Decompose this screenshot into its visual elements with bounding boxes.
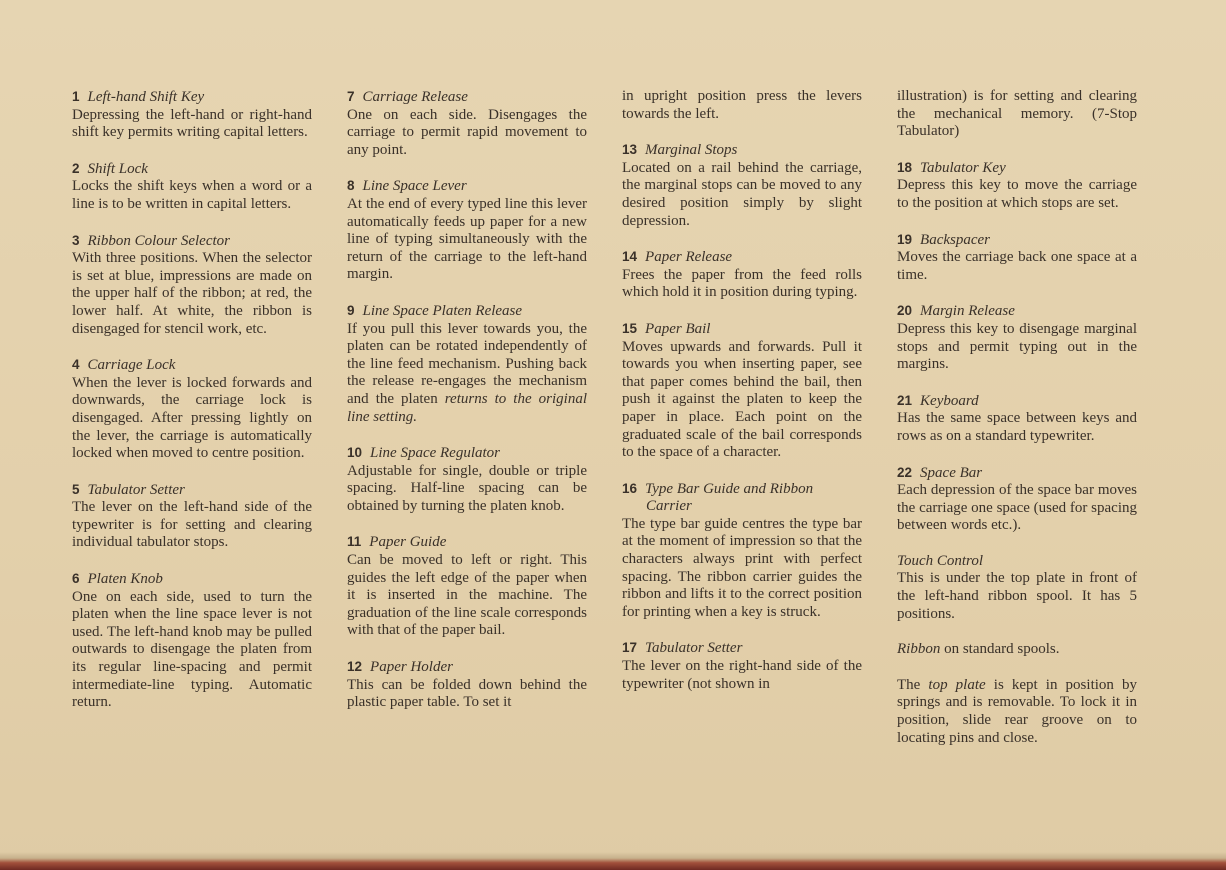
entry-text: This is under the top plate in front of the left-hand ribbon spool. It has 5 positions. bbox=[897, 570, 1137, 622]
top-plate-note-text: is kept in position by springs and is removable. To lock it in position, slide rear groove on to locating pins and close. bbox=[897, 676, 1137, 746]
entry-number: 1 bbox=[72, 89, 80, 104]
entry-text: Moves the carriage back one space at a time. bbox=[897, 249, 1137, 283]
entry-tabulator-key bbox=[897, 159, 1137, 213]
ribbon-note bbox=[897, 641, 1137, 659]
entry-backspacer bbox=[897, 231, 1137, 285]
entry-type-bar-guide bbox=[622, 480, 862, 622]
entry-title: Paper Bail bbox=[645, 320, 711, 337]
entry-title: Line Space Platen Release bbox=[362, 302, 523, 319]
entry-space-bar bbox=[897, 464, 1137, 535]
entry-shift-lock bbox=[72, 160, 312, 214]
entry-text: Moves upwards and forwards. Pull it towards you when inserting paper, see that paper comes behind the bail, then push it against the platen to keep the paper in place. Each point on the graduated scale of the bail corresponds to the space of a character. bbox=[622, 338, 862, 461]
entry-title: Carriage Release bbox=[362, 89, 468, 105]
entry-carriage-release bbox=[347, 88, 587, 159]
entry-title: Backspacer bbox=[920, 231, 990, 248]
entry-title: Tabulator Setter bbox=[645, 640, 743, 657]
entry-title: Space Bar bbox=[920, 464, 983, 481]
entry-number: 20 bbox=[897, 303, 913, 319]
entry-text: Depressing the left-hand or right-hand shift key permits writing capital letters. bbox=[72, 106, 312, 141]
entry-platen-knob bbox=[72, 570, 312, 712]
column-3 bbox=[622, 88, 862, 711]
entry-number: 10 bbox=[347, 445, 363, 461]
entry-text: Depress this key to disengage marginal stops and permit typing out in the margins. bbox=[897, 320, 1137, 373]
entry-title: Carriage Lock bbox=[87, 357, 176, 374]
entry-text: The type bar guide centres the type bar at the moment of impression so that the characters always print with perfect spacing. The ribbon carrier guides the ribbon and lifts it to the correct position for printing when a key is struck. bbox=[622, 515, 862, 620]
entry-title: Tabulator Setter bbox=[87, 481, 185, 498]
entry-number: 3 bbox=[72, 232, 80, 248]
entry-title: Tabulator Key bbox=[920, 159, 1006, 176]
entry-paper-bail bbox=[622, 320, 862, 462]
entry-number: 22 bbox=[897, 464, 913, 480]
entry-number: 11 bbox=[347, 534, 362, 550]
top-plate-note-italic: top plate bbox=[928, 676, 986, 693]
column-4 bbox=[897, 88, 1137, 765]
entry-number: 6 bbox=[72, 571, 80, 587]
top-plate-note-prefix: The bbox=[897, 676, 929, 693]
entry-paper-holder bbox=[347, 658, 587, 712]
entry-number: 15 bbox=[622, 320, 638, 336]
entry-number: 4 bbox=[72, 357, 80, 373]
entry-text: When the lever is locked forwards and downwards, the carriage lock is disengaged. After pressing lightly on the lever, the carriage is automatically locked when moved to centre position. bbox=[72, 374, 312, 462]
column-1 bbox=[72, 88, 312, 730]
entry-number: 19 bbox=[897, 231, 913, 247]
entry-title: Platen Knob bbox=[87, 571, 163, 588]
entry-text: One on each side, used to turn the platen when the line space lever is not used. The left-hand knob may be pulled outwards to disengage the platen from its regular line-spacing and permit intermediate-line typing. Automatic return. bbox=[72, 588, 312, 711]
entry-title: Line Space Regulator bbox=[370, 445, 501, 462]
entry-number: 12 bbox=[347, 659, 363, 675]
entry-margin-release bbox=[897, 302, 1137, 373]
ribbon-note-text: on standard spools. bbox=[940, 641, 1060, 658]
entry-title: Left-hand Shift Key bbox=[87, 89, 205, 105]
entry-marginal-stops bbox=[622, 141, 862, 230]
entry-title: Ribbon Colour Selector bbox=[87, 232, 231, 249]
entry-text-italic: returns to the original line setting. bbox=[347, 390, 587, 425]
entry-paper-release bbox=[622, 248, 862, 302]
entry-number: 17 bbox=[622, 640, 638, 656]
entry-touch-control bbox=[897, 553, 1137, 623]
entry-title: Margin Release bbox=[920, 303, 1015, 320]
entry-title: Type Bar Guide and Ribbon Carrier bbox=[645, 480, 814, 515]
entry-title: Keyboard bbox=[920, 392, 979, 409]
entry-number: 14 bbox=[622, 249, 638, 265]
entry-text: Has the same space between keys and rows as on a standard typewriter. bbox=[897, 410, 1137, 444]
entry-number: 16 bbox=[622, 480, 638, 496]
entry-text: Frees the paper from the feed rolls which hold it in position during typing. bbox=[622, 266, 862, 301]
entry-number: 2 bbox=[72, 160, 80, 176]
entry-number: 21 bbox=[897, 392, 913, 408]
entry-text: One on each side. Disengages the carriage to permit rapid movement to any point. bbox=[347, 106, 587, 158]
entry-title: Touch Control bbox=[897, 552, 983, 569]
entry-number: 13 bbox=[622, 142, 638, 158]
entry-title: Paper Holder bbox=[370, 659, 453, 676]
entry-text: The lever on the right-hand side of the typewriter (not shown in bbox=[622, 658, 862, 692]
entry-text: Depress this key to move the carriage to the position at which stops are set. bbox=[897, 177, 1137, 211]
entry-carriage-lock bbox=[72, 356, 312, 463]
entry-title: Marginal Stops bbox=[645, 142, 738, 159]
entry-tabulator-setter-left bbox=[72, 481, 312, 552]
entry-text: Located on a rail behind the carriage, the marginal stops can be moved to any desired position simply by slight depression. bbox=[622, 159, 862, 229]
continuation-text: in upright position press the levers towards the left. bbox=[622, 88, 862, 122]
entry-number: 7 bbox=[347, 89, 355, 104]
entry-line-space-regulator bbox=[347, 444, 587, 515]
column-2 bbox=[347, 88, 587, 730]
entry-text: With three positions. When the selector is set at blue, impressions are made on the upper half of the ribbon; at red, the lower half. At white, the ribbon is disengaged for stencil work, etc. bbox=[72, 250, 312, 337]
entry-keyboard bbox=[897, 392, 1137, 446]
entry-line-space-platen-release bbox=[347, 302, 587, 426]
entry-number: 9 bbox=[347, 302, 355, 318]
entry-text: Can be moved to left or right. This guides the left edge of the paper when it is inserted in the machine. The graduation of the line scale corresponds with that of the paper bail. bbox=[347, 552, 587, 639]
entry-text: Each depression of the space bar moves the carriage one space (used for spacing between words etc.). bbox=[897, 482, 1137, 534]
entry-title: Paper Guide bbox=[369, 534, 447, 551]
entry-ribbon-colour-selector bbox=[72, 232, 312, 339]
entry-number: 8 bbox=[347, 178, 355, 194]
top-plate-note bbox=[897, 677, 1137, 747]
entry-text: This can be folded down behind the plastic paper table. To set it bbox=[347, 676, 587, 711]
entry-text: If you pull this lever towards you, the platen can be rotated independently of the line feed mechanism. Pushing back the release re-engages the mechanism and the platen bbox=[347, 320, 587, 407]
entry-text: Adjustable for single, double or triple spacing. Half-line spacing can be obtained by turning the platen knob. bbox=[347, 462, 587, 514]
entry-text: Locks the shift keys when a word or a line is to be written in capital letters. bbox=[72, 178, 312, 212]
ribbon-note-italic: Ribbon bbox=[897, 641, 941, 658]
entry-text: At the end of every typed line this lever automatically feeds up paper for a new line of typing simultaneously with the return of the carriage to the left-hand margin. bbox=[347, 195, 587, 283]
entry-text: The lever on the left-hand side of the typewriter is for setting and clearing individual tabulator stops. bbox=[72, 499, 312, 551]
page-bottom-edge bbox=[0, 858, 1226, 870]
entry-number: 5 bbox=[72, 481, 80, 497]
entry-number: 18 bbox=[897, 159, 913, 175]
entry-paper-guide bbox=[347, 533, 587, 640]
entry-title: Line Space Lever bbox=[362, 178, 467, 195]
continuation-text: illustration) is for setting and clearing the mechanical memory. (7-Stop Tabulator) bbox=[897, 88, 1137, 140]
entry-left-hand-shift-key bbox=[72, 88, 312, 142]
entry-title: Paper Release bbox=[645, 249, 733, 266]
entry-title: Shift Lock bbox=[87, 160, 148, 177]
entry-tabulator-setter-right bbox=[622, 639, 862, 693]
entry-line-space-lever bbox=[347, 177, 587, 284]
